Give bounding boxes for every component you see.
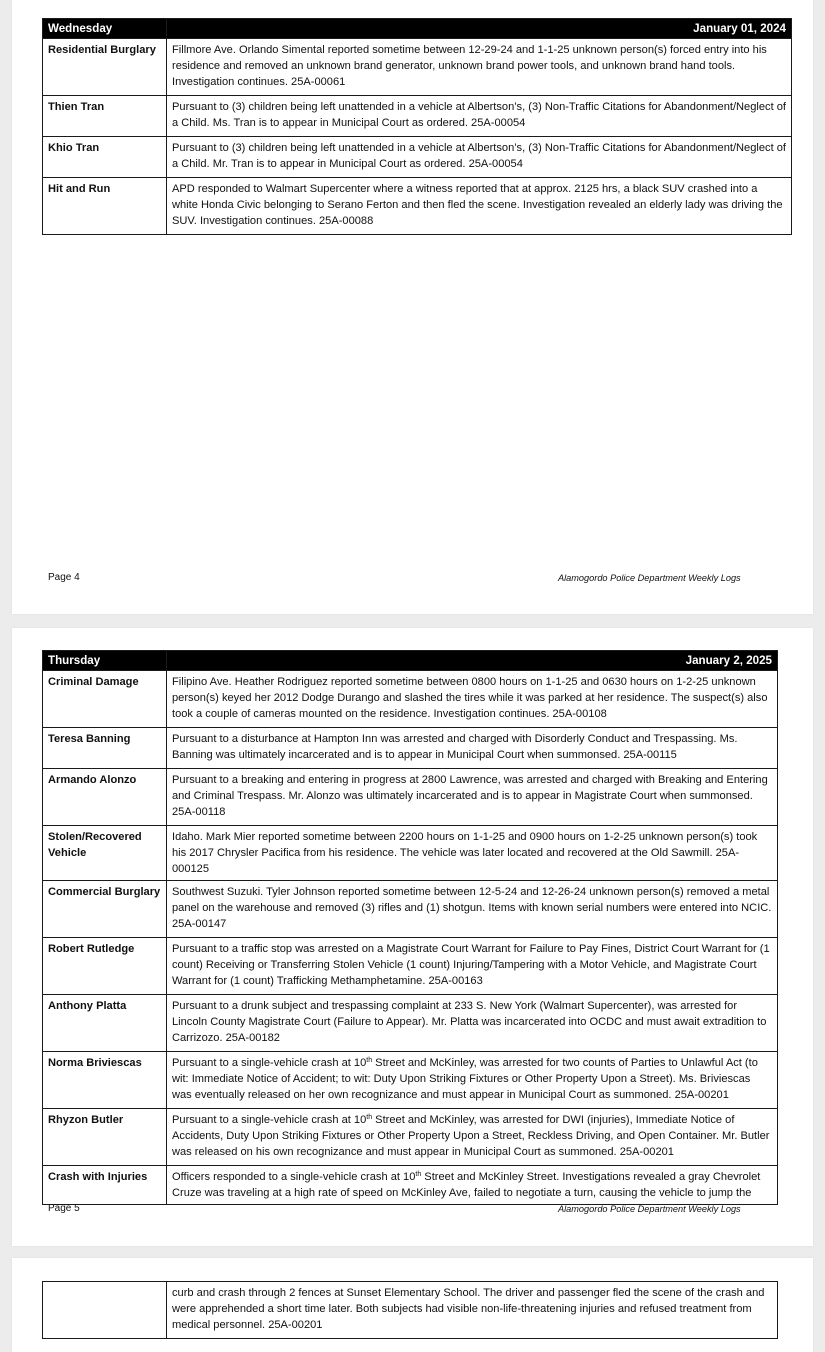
entry-text-part: Pursuant to a single-vehicle crash at 10 xyxy=(172,1057,367,1069)
page-4 xyxy=(12,0,813,614)
ordinal-suffix: th xyxy=(366,1114,373,1121)
table-row xyxy=(43,96,792,137)
table-row xyxy=(43,728,778,769)
table-row xyxy=(43,137,792,178)
table-header-row xyxy=(43,651,778,671)
entry-text: APD responded to Walmart Supercenter where a witness reported that at approx. 2125 hrs, a black SUV crashed into a white Honda Civic belonging to Serano Ferton and then fled the scene. Investigation revealed an elderly lady was driving the SUV. Investigation continues. 25A-00088 xyxy=(167,178,792,235)
entry-text-part: Street and McKinley Street. Investigations revealed a gray Chevrolet Cruze was traveling at a high rate of speed on McKinley Ave, failed to negotiate a turn, causing the vehicle to jump the xyxy=(172,1171,761,1199)
footer-title: Alamogordo Police Department Weekly Logs xyxy=(558,1204,741,1214)
entry-text-part: Street and McKinley, was arrested for two counts of Parties to Unlawful Act (to wit: Immediate Notice of Accident; to wit: Duty Upon Striking Fixtures or Other Property Upon a Street). Ms. Briviescas was eventually released on her own recognizance and must appear in Municipal Court as summoned. 25A-00201 xyxy=(172,1057,758,1101)
entry-title: Teresa Banning xyxy=(43,728,167,769)
entry-text: Southwest Suzuki. Tyler Johnson reported sometime between 12-5-24 and 12-26-24 unknown person(s) removed a metal panel on the warehouse and removed (3) rifles and (1) shotgun. Items with known serial numbers were entered into NCIC. 25A-00147 xyxy=(167,881,778,938)
entry-text: Pursuant to a traffic stop was arrested on a Magistrate Court Warrant for Failure to Pay Fines, District Court Warrant for (1 count) Receiving or Transferring Stolen Vehicle (1 count) Injuring/Tampering with a Motor Vehicle, and Magistrate Court Warrant for (1 count) Trafficking Methamphetamine. 25A-00163 xyxy=(167,938,778,995)
log-table-continued xyxy=(42,1281,778,1339)
table-row xyxy=(43,995,778,1052)
table-row xyxy=(43,881,778,938)
table-row xyxy=(43,769,778,826)
day-label: Thursday xyxy=(43,651,167,671)
entry-title: Robert Rutledge xyxy=(43,938,167,995)
entry-title: Armando Alonzo xyxy=(43,769,167,826)
entry-title: Stolen/Recovered Vehicle xyxy=(43,826,167,881)
entry-text-part: Pursuant to a single-vehicle crash at 10 xyxy=(172,1114,367,1126)
entry-title: Khio Tran xyxy=(43,137,167,178)
entry-text: Pursuant to (3) children being left unattended in a vehicle at Albertson’s, (3) Non-Traffic Citations for Abandonment/Neglect of a Child. Ms. Tran is to appear in Municipal Court as ordered. 25A-00054 xyxy=(167,96,792,137)
entry-text-part: Officers responded to a single-vehicle crash at 10 xyxy=(172,1171,416,1183)
page-number: Page 5 xyxy=(48,1203,80,1214)
page-number: Page 4 xyxy=(48,572,80,583)
entry-title: Anthony Platta xyxy=(43,995,167,1052)
table-row xyxy=(43,1282,778,1339)
entry-text xyxy=(167,1052,778,1109)
footer-title: Alamogordo Police Department Weekly Logs xyxy=(558,573,741,583)
entry-text: Idaho. Mark Mier reported sometime between 2200 hours on 1-1-25 and 0900 hours on 1-2-25 unknown person(s) took his 2017 Chrysler Pacifica from his residence. The vehicle was later located and recovered at the Old Sawmill. 25A-000125 xyxy=(167,826,778,881)
entry-title: Hit and Run xyxy=(43,178,167,235)
day-label: Wednesday xyxy=(43,19,167,39)
table-row xyxy=(43,671,778,728)
entry-text-part: Street and McKinley, was arrested for DWI (injuries), Immediate Notice of Accidents, Duty Upon Striking Fixtures or Other Property Upon a Street, Reckless Driving, and Open Container. Mr. Butler was released on his own recognizance and must appear in Municipal Court as summoned. 25A-00201 xyxy=(172,1114,770,1158)
entry-text xyxy=(167,1109,778,1166)
ordinal-suffix: th xyxy=(366,1057,373,1064)
ordinal-suffix: th xyxy=(415,1171,422,1178)
table-header-row xyxy=(43,19,792,39)
page-5 xyxy=(12,628,813,1246)
entry-text: Fillmore Ave. Orlando Simental reported sometime between 12-29-24 and 1-1-25 unknown person(s) forced entry into his residence and removed an unknown brand generator, unknown brand power tools, and unknown brand hand tools. Investigation continues. 25A-00061 xyxy=(167,39,792,96)
entry-text: Pursuant to a breaking and entering in progress at 2800 Lawrence, was arrested and charged with Breaking and Entering and Criminal Trespass. Mr. Alonzo was ultimately incarcerated and is to appear in Magistrate Court when summonsed. 25A-00118 xyxy=(167,769,778,826)
entry-text: Pursuant to a disturbance at Hampton Inn was arrested and charged with Disorderly Conduct and Trespassing. Ms. Banning was ultimately incarcerated and is to appear in Municipal Court when summonsed. 25A-00115 xyxy=(167,728,778,769)
log-table-wednesday xyxy=(42,18,792,235)
page-6 xyxy=(12,1258,813,1352)
entry-title: Residential Burglary xyxy=(43,39,167,96)
table-row xyxy=(43,1052,778,1109)
table-row xyxy=(43,39,792,96)
entry-text xyxy=(167,1166,778,1205)
table-row xyxy=(43,826,778,881)
entry-text: Pursuant to a drunk subject and trespassing complaint at 233 S. New York (Walmart Supercenter), was arrested for Lincoln County Magistrate Court (Failure to Appear). Mr. Platta was incarcerated into OCDC and must await extradition to Carrizozo. 25A-00182 xyxy=(167,995,778,1052)
date-label: January 01, 2024 xyxy=(167,19,792,39)
entry-title: Norma Briviescas xyxy=(43,1052,167,1109)
entry-title: Rhyzon Butler xyxy=(43,1109,167,1166)
table-row xyxy=(43,938,778,995)
table-row xyxy=(43,1166,778,1205)
entry-title: Commercial Burglary xyxy=(43,881,167,938)
entry-title: Thien Tran xyxy=(43,96,167,137)
entry-title xyxy=(43,1282,167,1339)
entry-title: Crash with Injuries xyxy=(43,1166,167,1205)
entry-title: Criminal Damage xyxy=(43,671,167,728)
log-table-thursday xyxy=(42,650,778,1205)
entry-text: Filipino Ave. Heather Rodriguez reported sometime between 0800 hours on 1-1-25 and 0630 hours on 1-2-25 unknown person(s) keyed her 2012 Dodge Durango and slashed the tires while it was parked at her residence. The suspect(s) also took a couple of cameras mounted on the residence. Investigation continues. 25A-00108 xyxy=(167,671,778,728)
table-row xyxy=(43,1109,778,1166)
entry-text: Pursuant to (3) children being left unattended in a vehicle at Albertson’s, (3) Non-Traffic Citations for Abandonment/Neglect of a Child. Mr. Tran is to appear in Municipal Court as ordered. 25A-00054 xyxy=(167,137,792,178)
table-row xyxy=(43,178,792,235)
date-label: January 2, 2025 xyxy=(167,651,778,671)
entry-text: curb and crash through 2 fences at Sunset Elementary School. The driver and passenger fled the scene of the crash and were apprehended a short time later. Both subjects had visible non-life-threatening injuries and refused treatment from medical personnel. 25A-00201 xyxy=(167,1282,778,1339)
